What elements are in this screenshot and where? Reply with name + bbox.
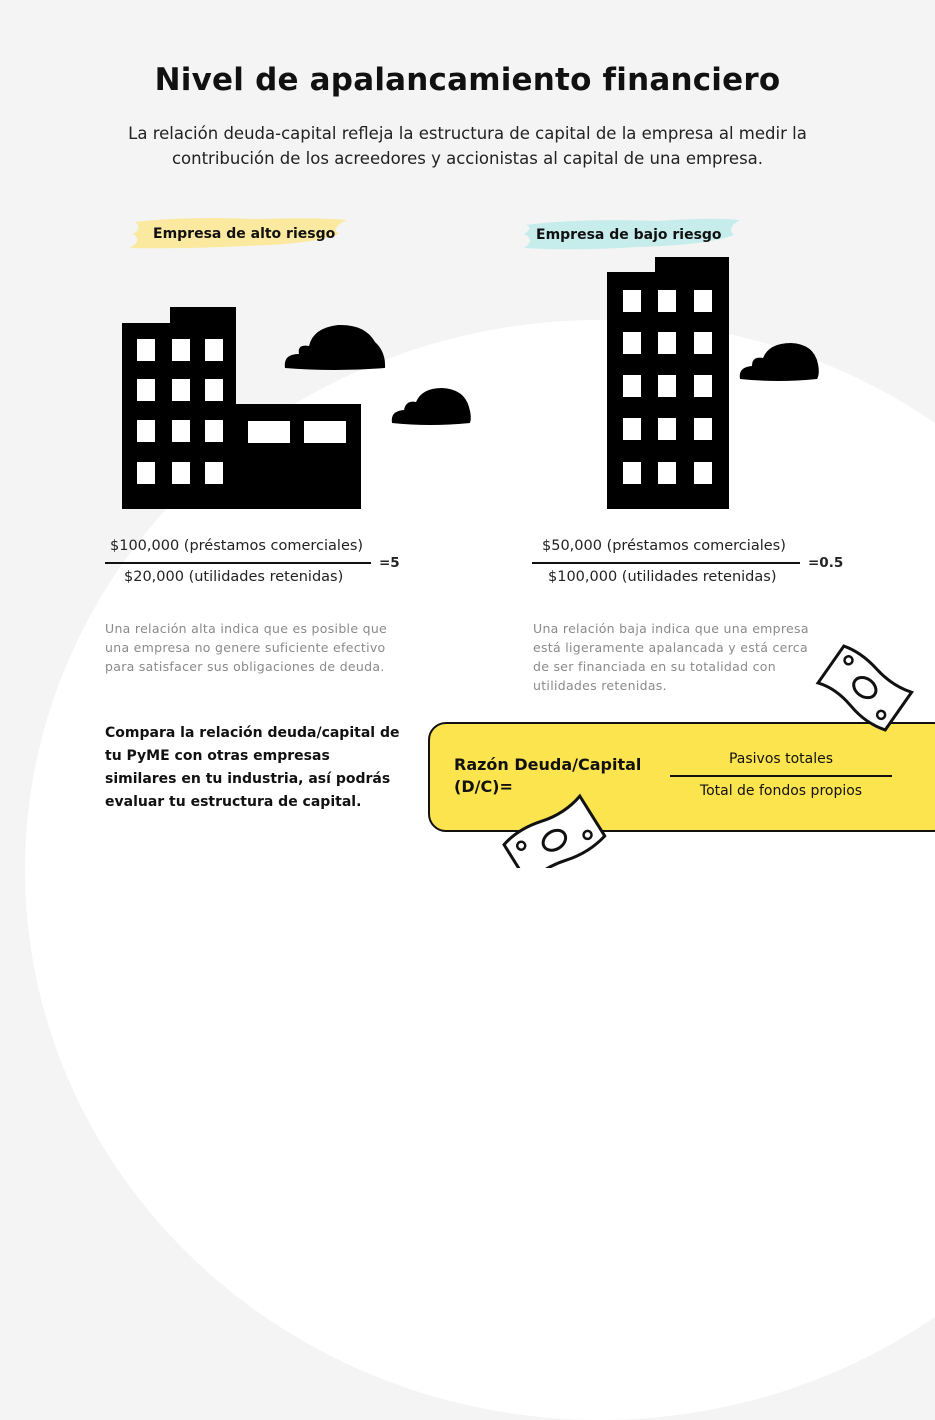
high-risk-numerator: $100,000 (préstamos comerciales) (110, 538, 364, 554)
low-risk-result: =0.5 (808, 555, 844, 571)
low-risk-fraction (532, 538, 852, 588)
call-to-action-text: Compara la relación deuda/capital de tu PyME con otras empresas similares en tu industria, así podrás evaluar tu estructura de capital. (105, 725, 400, 810)
money-bill-icon (812, 640, 917, 735)
ratio-denominator: Total de fondos propios (699, 783, 863, 799)
building-icon (605, 255, 731, 511)
ratio-title: Razón Deuda/Capital (D/C)= (454, 755, 642, 796)
high-risk-tag (125, 214, 350, 252)
high-risk-denominator: $20,000 (utilidades retenidas) (124, 569, 344, 585)
page-subtitle: La relación deuda-capital refleja la estructura de capital de la empresa al medir la contribución de los acreedores y accionistas al capital de una empresa. (128, 124, 807, 168)
fraction-line (670, 775, 892, 777)
page-title: Nivel de apalancamiento financiero (154, 62, 781, 98)
cloud-icon (390, 385, 472, 428)
cloud-icon (738, 340, 820, 384)
low-risk-tag-label: Empresa de bajo riesgo (536, 227, 722, 243)
high-risk-tag-label: Empresa de alto riesgo (153, 226, 336, 242)
low-risk-numerator: $50,000 (préstamos comerciales) (542, 538, 786, 554)
high-risk-note: Una relación alta indica que es posible que una empresa no genere suficiente efectivo para satisfacer sus obligaciones de deuda. (105, 621, 388, 674)
ratio-numerator: Pasivos totales (728, 751, 834, 767)
fraction-line (105, 562, 371, 564)
low-risk-denominator: $100,000 (utilidades retenidas) (548, 569, 777, 585)
low-risk-tag (518, 215, 743, 253)
high-risk-fraction (105, 538, 405, 588)
fraction-line (532, 562, 800, 564)
money-bill-icon (495, 790, 610, 868)
low-risk-note: Una relación baja indica que una empresa está ligeramente apalancada y está cerca de ser financiada en su totalidad con utilidades retenidas. (533, 621, 809, 693)
cloud-icon (283, 322, 388, 372)
high-risk-result: =5 (379, 555, 400, 571)
